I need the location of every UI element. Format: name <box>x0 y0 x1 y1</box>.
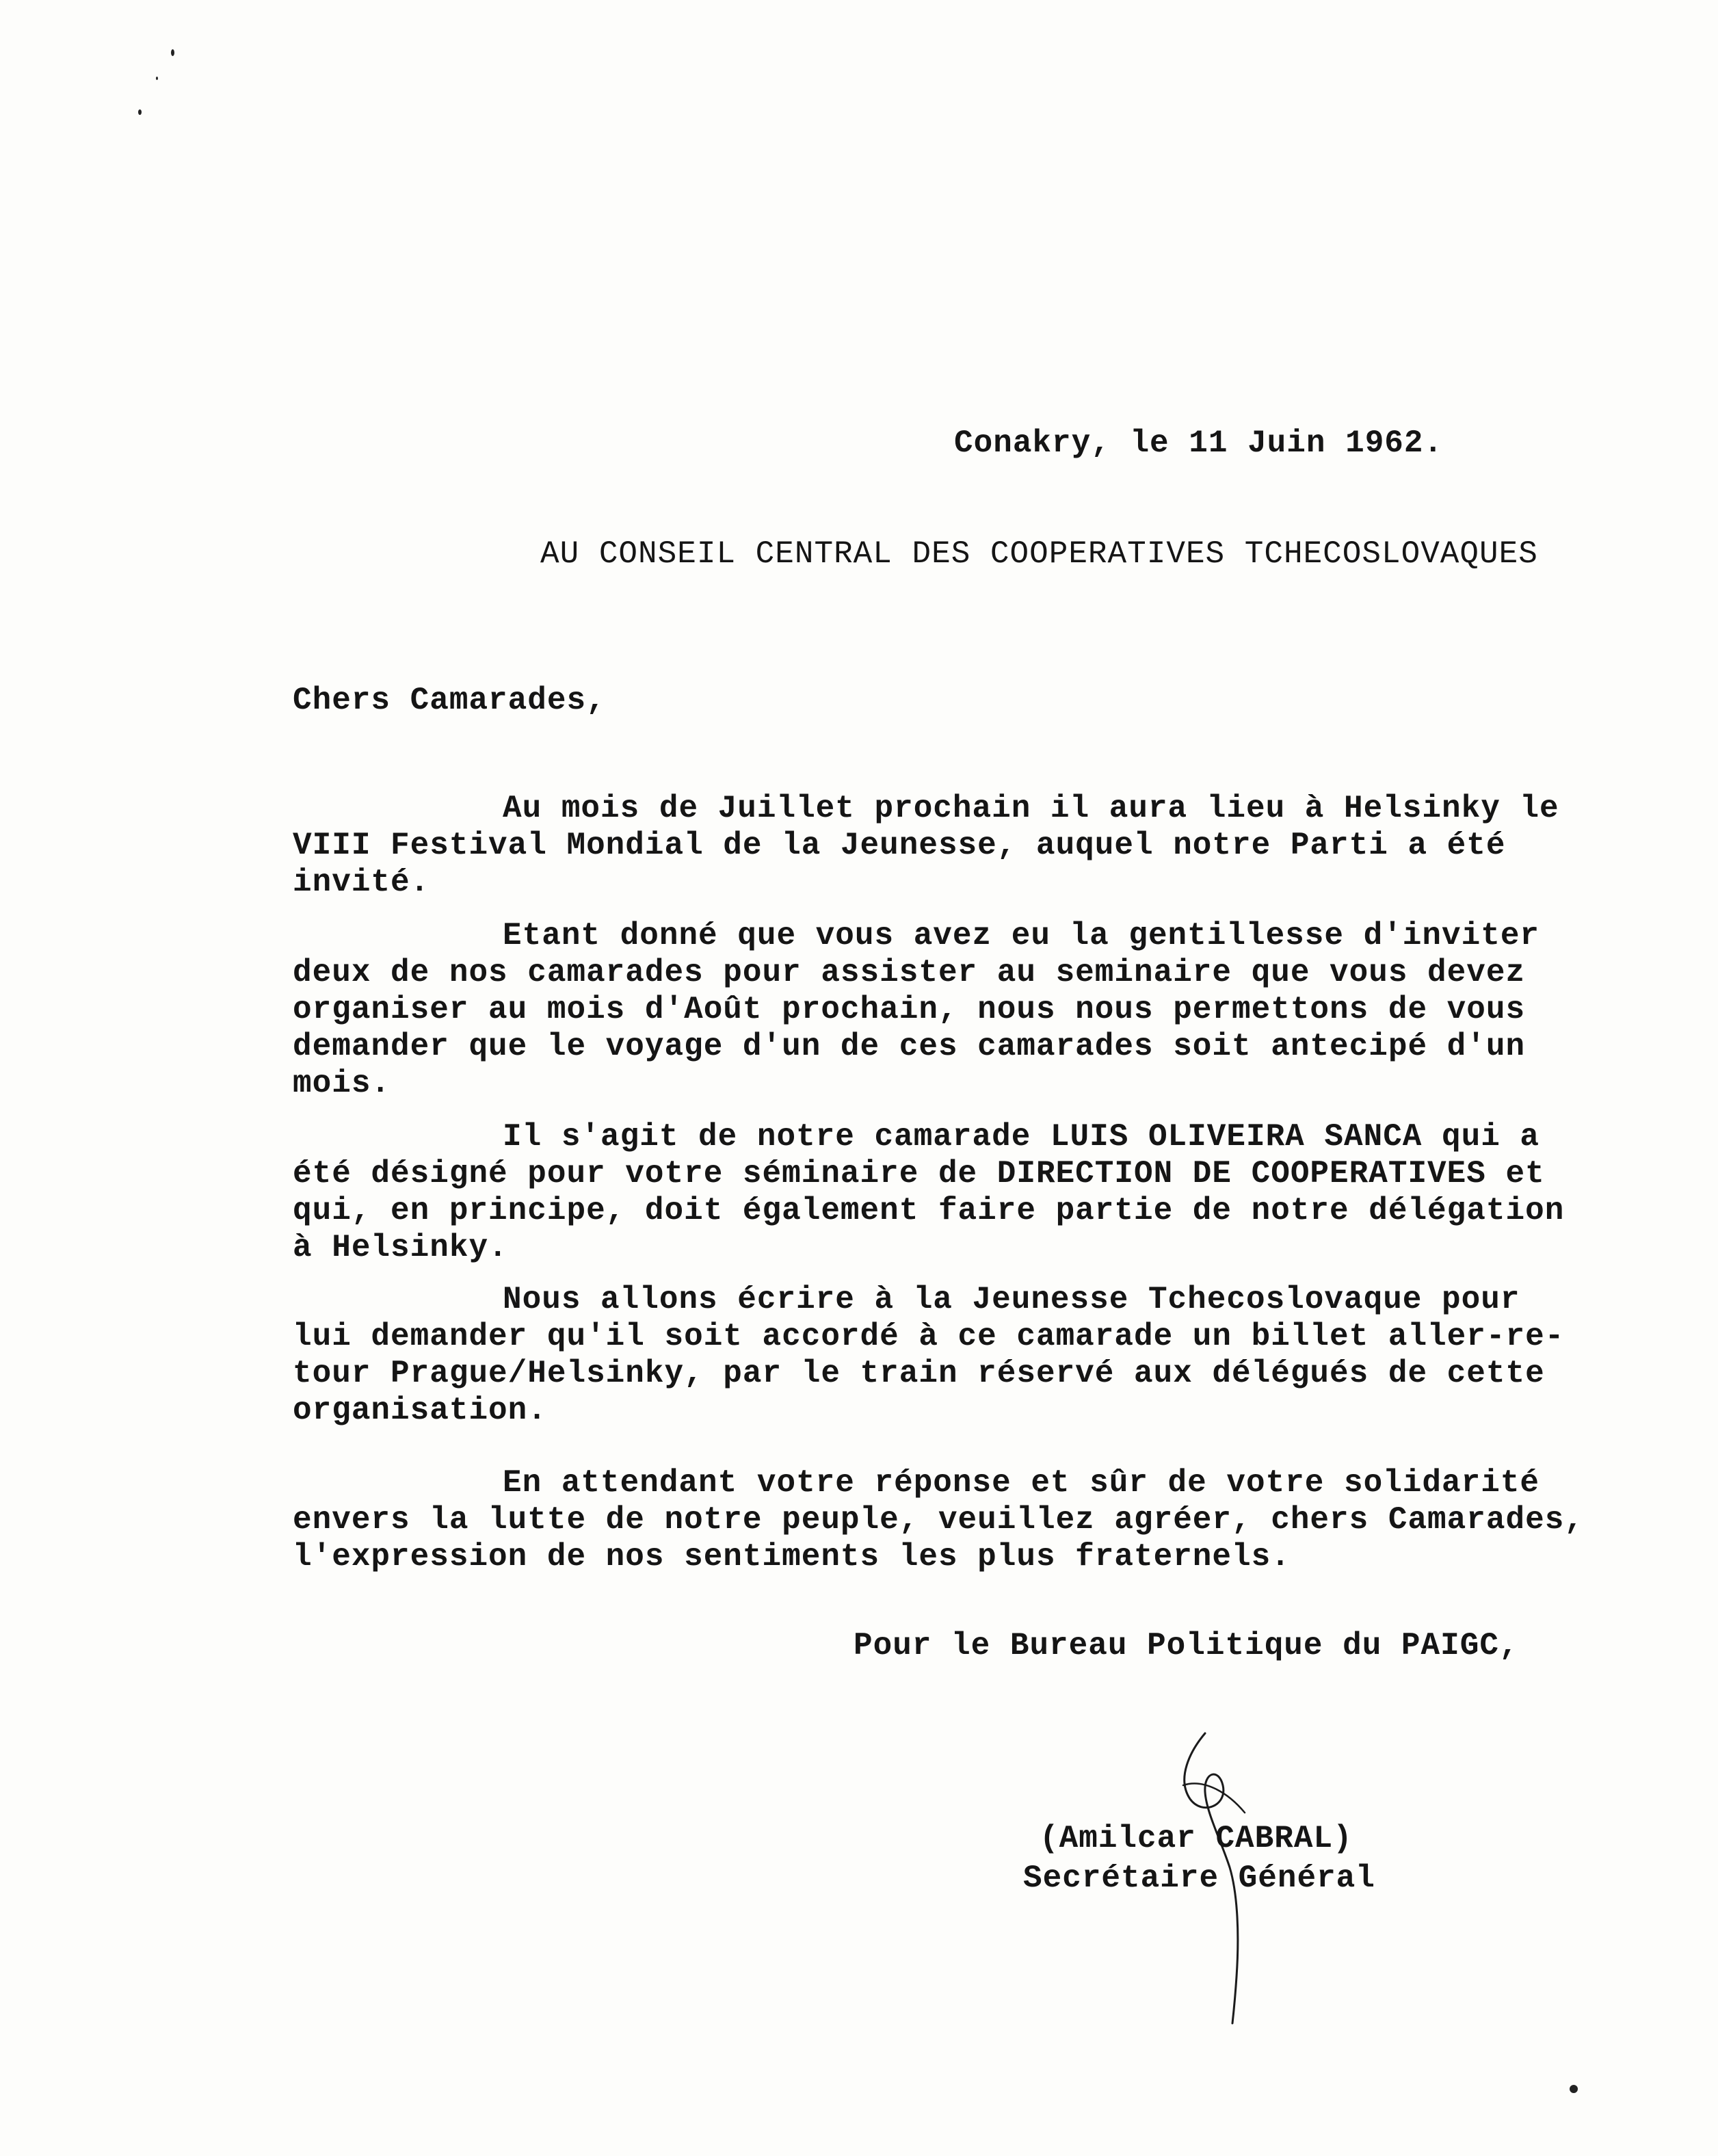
paragraph-3-line-4: à Helsinky. <box>293 1230 508 1265</box>
scan-speck <box>156 77 158 80</box>
paragraph-4-line-1: Nous allons écrire à la Jeunesse Tchecoslovaque pour <box>503 1282 1520 1317</box>
scan-speck <box>1570 2085 1578 2093</box>
paragraph-4-line-3: tour Prague/Helsinky, par le train réservé aux délégués de cette <box>293 1356 1545 1391</box>
recipient-line: AU CONSEIL CENTRAL DES COOPERATIVES TCHECOSLOVAQUES <box>540 536 1538 572</box>
paragraph-2-line-5: mois. <box>293 1066 391 1101</box>
scan-speck <box>138 109 142 115</box>
salutation: Chers Camarades, <box>293 683 606 718</box>
paragraph-1-line-3: invité. <box>293 865 430 900</box>
paragraph-1-line-1: Au mois de Juillet prochain il aura lieu à Helsinky le <box>503 791 1559 826</box>
paragraph-5-line-2: envers la lutte de notre peuple, veuillez agréer, chers Camarades, <box>293 1502 1584 1538</box>
scan-speck <box>171 49 174 56</box>
signatory-title: Secrétaire Général <box>1023 1861 1375 1896</box>
paragraph-1-line-2: VIII Festival Mondial de la Jeunesse, auquel notre Parti a été <box>293 828 1506 863</box>
paragraph-4-line-4: organisation. <box>293 1393 547 1428</box>
paragraph-3-line-2: été désigné pour votre séminaire de DIRECTION DE COOPERATIVES et <box>293 1156 1545 1192</box>
paragraph-5-line-3: l'expression de nos sentiments les plus fraternels. <box>293 1539 1291 1575</box>
paragraph-5-line-1: En attendant votre réponse et sûr de votre solidarité <box>503 1465 1540 1501</box>
signatory-name: (Amilcar CABRAL) <box>1040 1821 1353 1856</box>
paragraph-2-line-3: organiser au mois d'Août prochain, nous nous permettons de vous <box>293 992 1526 1027</box>
paragraph-2-line-1: Etant donné que vous avez eu la gentillesse d'inviter <box>503 918 1540 954</box>
paragraph-3-line-3: qui, en principe, doit également faire partie de notre délégation <box>293 1193 1565 1228</box>
paragraph-4-line-2: lui demander qu'il soit accordé à ce camarade un billet aller-re- <box>293 1319 1565 1354</box>
paragraph-2-line-2: deux de nos camarades pour assister au seminaire que vous devez <box>293 955 1526 990</box>
paragraph-3-line-1: Il s'agit de notre camarade LUIS OLIVEIRA SANCA qui a <box>503 1119 1540 1155</box>
paragraph-2-line-4: demander que le voyage d'un de ces camarades soit antecipé d'un <box>293 1029 1526 1064</box>
place-date: Conakry, le 11 Juin 1962. <box>954 425 1444 461</box>
closing-line: Pour le Bureau Politique du PAIGC, <box>854 1628 1519 1664</box>
